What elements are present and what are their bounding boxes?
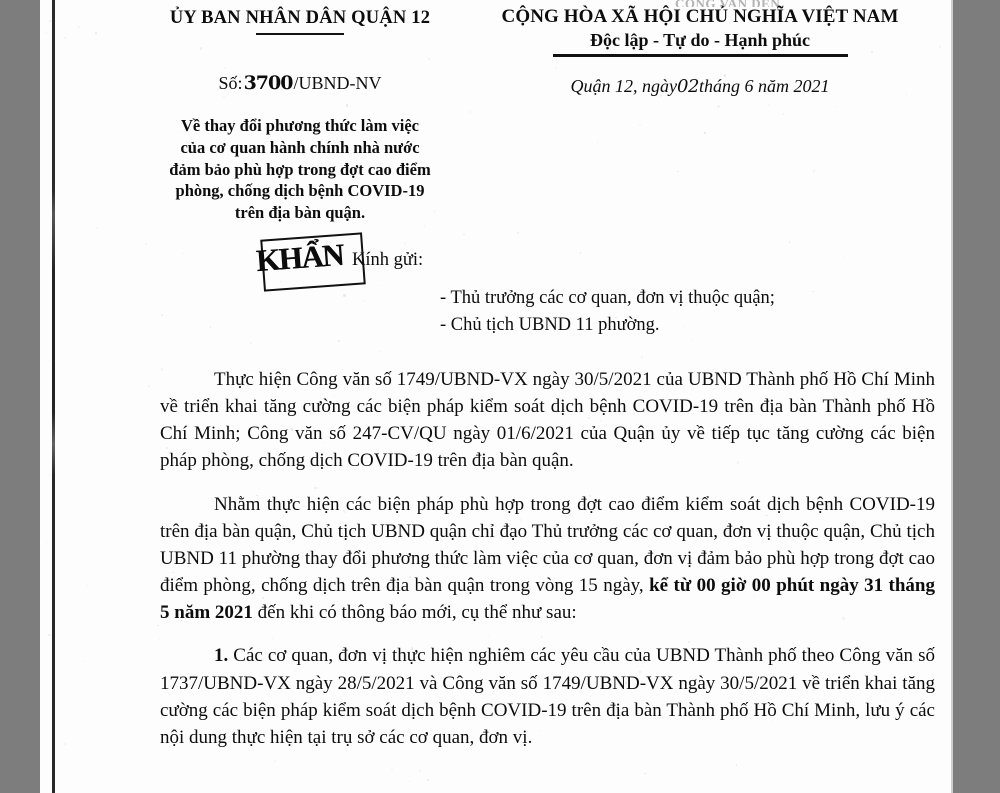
document-number-handwritten: 3700 [243,72,293,94]
paragraph-2-tail: đến khi có thông báo mới, cụ thể như sau: [252,602,577,624]
subject-line: đảm bảo phù hợp trong đợt cao điểm [169,159,431,179]
date-remainder: tháng 6 năm 2021 [698,76,830,96]
national-motto: Độc lập - Tự do - Hạnh phúc [589,30,811,50]
header-left-column [140,8,460,35]
paragraph-2-lead: Nhằm thực hiện các biện pháp phù hợp trong đợt cao điểm kiểm soát dịch bệnh COVID-19 trên địa bàn quận, Chủ tịch UBND quận chỉ đạo Thủ trưởng các cơ quan, đơn vị thuộc quận, Chủ tịch UBND 11 phường thay đổi phương thức làm việc của cơ quan, đơn vị đảm bảo phù hợp trong đợt cao điểm phòng, chống dịch trên địa bàn quận trong vòng 15 ngày, [160,493,935,597]
scanned-page [40,0,953,793]
place-date-line [460,76,940,97]
header-right-column [460,6,940,57]
viewer-left-gutter [0,0,40,793]
paragraph-2-emphasis: kể từ 00 giờ 00 phút ngày 31 tháng 5 năm 2021 [160,575,935,624]
page-content [40,0,953,793]
subject-line: Về thay đổi phương thức làm việc [181,116,419,135]
recipient-item: - Thủ trưởng các cơ quan, đơn vị thuộc quận; [440,288,775,308]
recipient-list [440,285,775,339]
viewer-right-gutter [953,0,1000,793]
document-subject [150,115,450,224]
document-number-label: Số: [218,73,243,93]
issuing-authority: ỦY BAN NHÂN DÂN QUẬN 12 [169,8,431,28]
subject-line: phòng, chống dịch bệnh COVID-19 [175,181,425,201]
body-item-1 [160,642,935,751]
day-handwritten: 02 [677,76,699,97]
body-paragraph-2 [160,491,935,627]
subject-line: của cơ quan hành chính nhà nước [180,137,420,157]
item-1-number: 1. [214,645,229,667]
issuing-authority-underline [256,33,344,35]
document-body [160,366,935,767]
recipient-item: - Chủ tịch UBND 11 phường. [440,314,660,335]
national-motto-underline [553,54,848,57]
addressee-label: Kính gửi: [352,250,424,270]
urgent-stamp-label: KHẨN [254,236,345,279]
document-number-line [140,72,460,94]
place-label: Quận 12, ngày [570,76,678,96]
body-paragraph-1: Thực hiện Công văn số 1749/UBND-VX ngày 30/5/2021 của UBND Thành phố Hồ Chí Minh về triển khai tăng cường các biện pháp kiểm soát dịch bệnh COVID-19 trên địa bàn Thành phố Hồ Chí Minh; Công văn số 247-CV/QU ngày 01/6/2021 của Quận ủy về tiếp tục tăng cường các biện pháp phòng, chống dịch COVID-19 trên địa bàn quận. [160,369,935,472]
document-number-suffix: /UBND-NV [293,73,382,93]
subject-line: trên địa bàn quận. [234,203,366,223]
national-title: CỘNG HÒA XÃ HỘI CHỦ NGHĨA VIỆT NAM [501,6,899,27]
item-1-text: Các cơ quan, đơn vị thực hiện nghiêm các yêu cầu của UBND Thành phố theo Công văn số 1737/UBND-VX ngày 28/5/2021 và Công văn số 1749/UBND-VX ngày 30/5/2021 về triển khai tăng cường các biện pháp kiểm soát dịch bệnh COVID-19 trên địa bàn Thành phố Hồ Chí Minh, lưu ý các nội dung thực hiện tại trụ sở các cơ quan, đơn vị. [160,645,935,748]
